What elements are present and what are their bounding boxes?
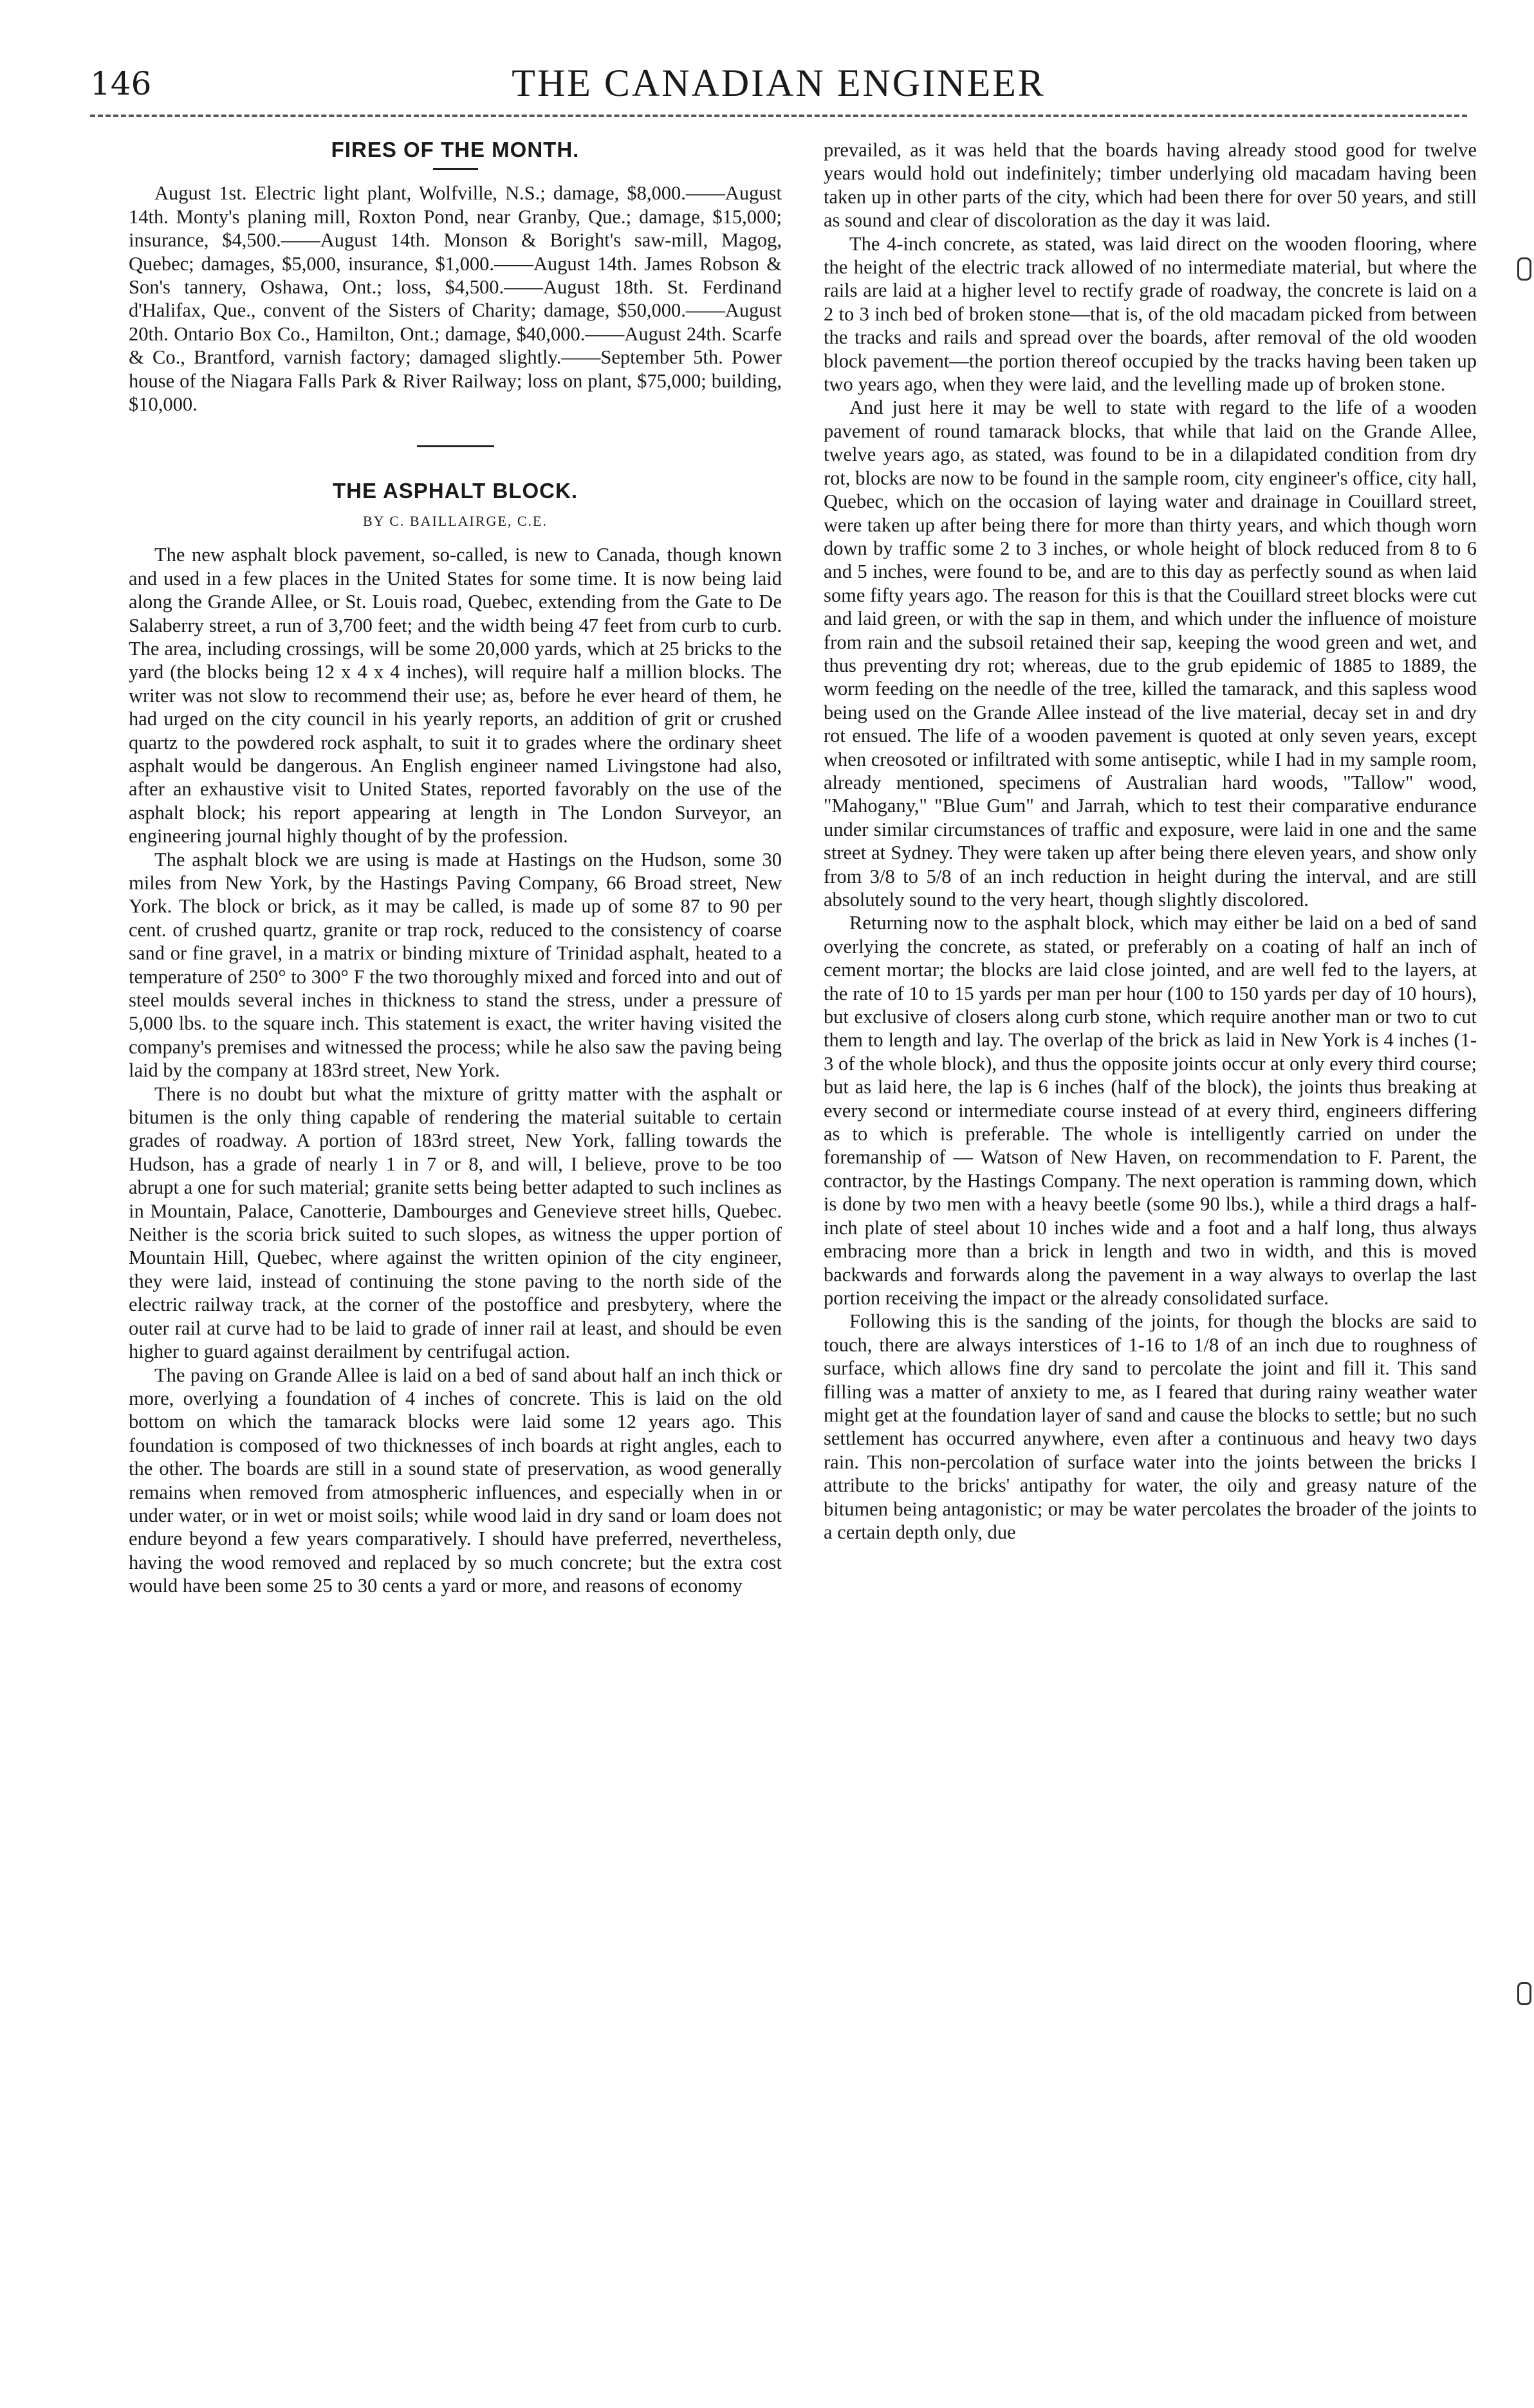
journal-title: THE CANADIAN ENGINEER xyxy=(512,62,1046,104)
section-divider xyxy=(417,445,494,447)
right-column xyxy=(824,138,1477,1544)
fires-paragraph: August 1st. Electric light plant, Wolfville, N.S.; damage, $8,000.——August 14th. Monty's planing mill, Roxton Pond, near Granby, Que.; damage, $15,000; insurance, $4,500.——August 14th. Monson & Boright's saw-mill, Magog, Quebec; damages, $5,000, insurance, $1,000.——August 14th. James Robson & Son's tannery, Oshawa, Ont.; loss, $4,500.——August 18th. St. Ferdinand d'Halifax, Que., convent of the Sisters of Charity; damage, $50,000.——August 20th. Ontario Box Co., Hamilton, Ont.; damage, $40,000.——August 24th. Scarfe & Co., Brantford, varnish factory; damaged slightly.——September 5th. Power house of the Niagara Falls Park & River Railway; loss on plant, $75,000; building, $10,000. xyxy=(129,182,782,416)
body-paragraph: And just here it may be well to state with regard to the life of a wooden pavement of round tamarack blocks, that while that laid on the Grande Allee, twelve years ago, as stated, was found to be in a dilapidated condition from dry rot, blocks are now to be found in the sample room, city engineer's office, city hall, Quebec, which on the occasion of laying water and drainage in Couillard street, were taken up after being there for more than thirty years, and which though worn down by traffic some 2 to 3 inches, or whole height of block reduced from 8 to 6 and 5 inches, were found to be, and are to this day as perfectly sound as when laid some fifty years ago. The reason for this is that the Couillard street blocks were cut and laid green, or with the sap in them, and which under the influence of moisture from rain and the subsoil retained their sap, keeping the wood green and wet, and thus preventing dry rot; whereas, due to the grub epidemic of 1885 to 1889, the worm feeding on the needle of the tree, killed the tamarack, and this sapless wood being used on the Grande Allee instead of the live material, decay set in and dry rot ensued. The life of a wooden pavement is quoted at only seven years, except when creosoted or infiltrated with some antiseptic, while I had in my sample room, already mentioned, specimens of Australian hard woods, "Tallow" wood, "Mahogany," "Blue Gum" and Jarrah, which to test their comparative endurance under similar circumstances of traffic and exposure, were laid in one and the same street at Sydney. They were taken up after being there eleven years, and show only from 3/8 to 5/8 of an inch reduction in height during the interval, and are still absolutely sound to the very heart, though slightly discolored. xyxy=(824,396,1477,911)
binding-mark xyxy=(1517,257,1531,281)
page-number: 146 xyxy=(90,65,152,102)
header-rule xyxy=(90,115,1467,117)
left-column xyxy=(129,138,782,1598)
body-paragraph: prevailed, as it was held that the boards having already stood good for twelve years would hold out indefinitely; timber underlying old macadam having been taken up in other parts of the city, which had been there for over 50 years, and still as sound and clear of discoloration as the day it was laid. xyxy=(824,139,1477,232)
body-paragraph: Following this is the sanding of the joints, for though the blocks are said to touch, there are always interstices of 1-16 to 1/8 of an inch due to roughness of surface, which allows fine dry sand to percolate the joint and fill it. This sand filling was a matter of anxiety to me, as I feared that during rainy weather water might get at the foundation layer of sand and cause the blocks to settle; but no such settlement has occurred anywhere, even after a continuous and heavy two days rain. This non-percolation of surface water into the joints between the bricks I attribute to the bricks' antipathy for water, the oily and greasy nature of the bitumen being antagonistic; or may be water percolates the broader of the joints to a certain depth only, due xyxy=(824,1310,1477,1543)
body-paragraph: The paving on Grande Allee is laid on a bed of sand about half an inch thick or more, overlying a foundation of 4 inches of concrete. This is laid on the old bottom on which the tamarack blocks were laid some 12 years ago. This foundation is composed of two thicknesses of inch boards at right angles, each to the other. The boards are still in a sound state of preservation, as wood generally remains when removed from atmospheric influences, and especially when in or under water, or in wet or moist soils; while wood laid in dry sand or loam does not endure beyond a few years comparatively. I should have preferred, nevertheless, having the wood removed and replaced by so much concrete; but the extra cost would have been some 25 to 30 cents a yard or more, and reasons of economy xyxy=(129,1364,782,1597)
fires-title: FIRES OF THE MONTH. xyxy=(331,138,580,162)
body-paragraph: Returning now to the asphalt block, which may either be laid on a bed of sand overlying the concrete, as stated, or preferably on a coating of half an inch of cement mortar; the blocks are laid close jointed, and are well fed to the layers, at the rate of 10 to 15 yards per man per hour (100 to 150 yards per day of 10 hours), but exclusive of closers along curb stone, which require another man or two to cut them to length and lay. The overlap of the brick as laid in New York is 4 inches (1-3 of the whole block), and thus the opposite joints occur at only every third course; but as laid here, the lap is 6 inches (half of the block), the joints thus breaking at every second or intermediate course instead of at every third, engineers differing as to which is preferable. The whole is intelligently carried on under the foremanship of — Watson of New Haven, on recommendation to F. Parent, the contractor, by the Hastings Company. The next operation is ramming down, which is done by two men with a heavy beetle (some 90 lbs.), while a third drags a half-inch plate of steel about 10 inches wide and a foot and a half long, thus always embracing more than a brick in length and two in width, and this is moved backwards and forwards along the pavement in a way always to overlap the last portion receiving the impact or the already consolidated surface. xyxy=(824,912,1477,1309)
body-paragraph: The 4-inch concrete, as stated, was laid direct on the wooden flooring, where the height of the electric track allowed of no intermediate material, but where the rails are laid at a higher level to rectify grade of roadway, the concrete is laid on a 2 to 3 inch bed of broken stone—that is, of the old macadam picked from between the tracks and rails and spread over the boards, after removal of the old wooden block pavement—the portion thereof occupied by the tracks having been taken up two years ago, when they were laid, and the levelling made up of broken stone. xyxy=(824,232,1477,396)
asphalt-title: THE ASPHALT BLOCK. xyxy=(333,479,578,503)
body-paragraph: There is no doubt but what the mixture of gritty matter with the asphalt or bitumen is the only thing capable of rendering the material suitable to certain grades of roadway. A portion of 183rd street, New York, falling towards the Hudson, has a grade of nearly 1 in 7 or 8, and will, I believe, prove to be too abrupt a one for such material; granite setts being better adapted to such inclines as in Mountain, Palace, Canotterie, Dambourges and Genevieve street hills, Quebec. Neither is the scoria brick suited to such slopes, as witness the upper portion of Mountain Hill, Quebec, where against the written opinion of the city engineer, they were laid, instead of continuing the stone paving to the north side of the electric railway track, at the corner of the postoffice and presbytery, where the outer rail at curve had to be laid to grade of inner rail at least, and should be even higher to guard against derailment by centrifugal action. xyxy=(129,1082,782,1363)
title-rule xyxy=(433,168,478,170)
body-paragraph: The asphalt block we are using is made at Hastings on the Hudson, some 30 miles from New York, by the Hastings Paving Company, 66 Broad street, New York. The block or brick, as it may be called, is made up of some 87 to 90 per cent. of crushed quartz, granite or trap rock, reduced to the consistency of coarse sand or fine gravel, in a matrix or binding mixture of Trinidad asphalt, heated to a temperature of 250° to 300° F the two thoroughly mixed and forced into and out of steel moulds several inches in thickness to stand the stress, under a pressure of 5,000 lbs. to the square inch. This statement is exact, the writer having visited the company's premises and witnessed the process; while he also saw the paving being laid by the company at 183rd street, New York. xyxy=(129,848,782,1082)
page-header xyxy=(84,61,1474,113)
binding-mark xyxy=(1517,1982,1531,2005)
body-paragraph: The new asphalt block pavement, so-called, is new to Canada, though known and used in a few places in the United States for some time. It is now being laid along the Grande Allee, or St. Louis road, Quebec, extending from the Gate to De Salaberry street, a run of 3,700 feet; and the width being 47 feet from curb to curb. The area, including crossings, will be some 20,000 yards, which at 25 bricks to the yard (the blocks being 12 x 4 x 4 inches), will require half a million blocks. The writer was not slow to recommend their use; as, before he ever heard of them, he had urged on the city council in his yearly reports, an addition of grit or crushed quartz to the powdered rock asphalt, to suit it to grades where the ordinary sheet asphalt would be dangerous. An English engineer named Livingstone had also, after an exhaustive visit to United States, reported favorably on the use of the asphalt block; his report appearing at length in The London Surveyor, an engineering journal highly thought of by the profession. xyxy=(129,544,782,847)
byline: BY C. BAILLAIRGE, C.E. xyxy=(362,512,548,529)
